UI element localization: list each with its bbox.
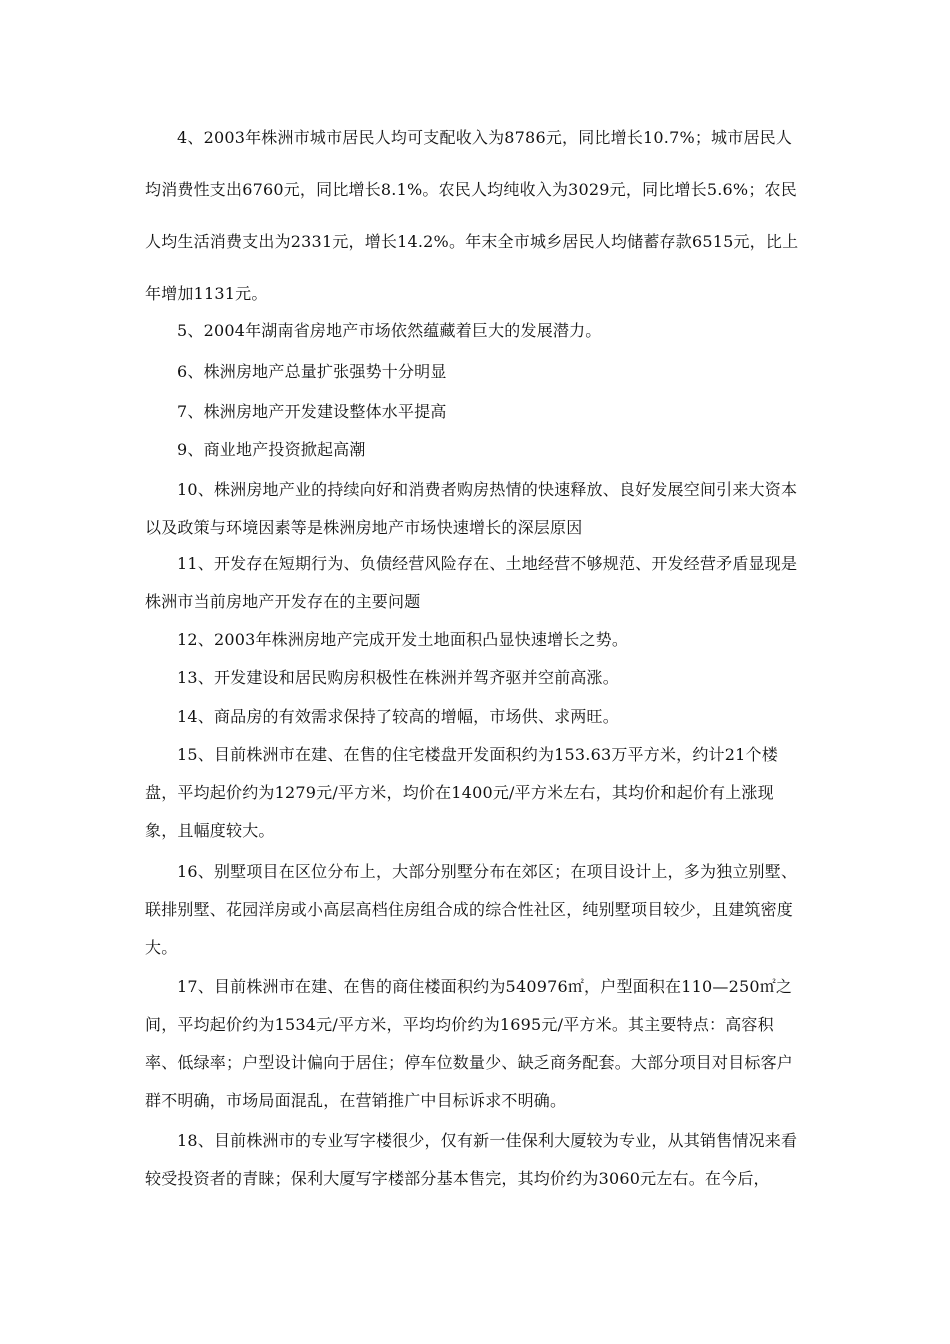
paragraph-15: 15、目前株洲市在建、在售的住宅楼盘开发面积约为153.63万平方米，约计21个楼盘，平均起价约为1279元/平方米，均价在1400元/平方米左右，其均价和起价有上涨现象，且幅度较大。 xyxy=(145,745,778,840)
paragraph-10: 10、株洲房地产业的持续向好和消费者购房热情的快速释放、良好发展空间引来大资本以及政策与环境因素等是株洲房地产市场快速增长的深层原因 xyxy=(145,480,798,537)
paragraph-7: 7、株洲房地产开发建设整体水平提高 xyxy=(177,402,447,421)
paragraph-18: 18、目前株洲市的专业写字楼很少，仅有新一佳保利大厦较为专业，从其销售情况来看较受投资者的青睐；保利大厦写字楼部分基本售完，其均价约为3060元左右。在今后， xyxy=(145,1131,798,1188)
paragraph-9: 9、商业地产投资掀起高潮 xyxy=(177,440,366,459)
paragraph-5: 5、2004年湖南省房地产市场依然蕴藏着巨大的发展潜力。 xyxy=(177,321,602,340)
paragraph-12: 12、2003年株洲房地产完成开发土地面积凸显快速增长之势。 xyxy=(177,630,629,649)
paragraph-17: 17、目前株洲市在建、在售的商住楼面积约为540976㎡，户型面积在110—250㎡之间，平均起价约为1534元/平方米，平均均价约为1695元/平方米。其主要特点：高容积率、低绿率；户型设计偏向于居住；停车位数量少、缺乏商务配套。大部分项目对目标客户群不明确，市场局面混乱，在营销推广中目标诉求不明确。 xyxy=(145,977,794,1110)
paragraph-6: 6、株洲房地产总量扩张强势十分明显 xyxy=(177,362,447,381)
paragraph-4: 4、2003年株洲市城市居民人均可支配收入为8786元，同比增长10.7%；城市居民人均消费性支出6760元，同比增长8.1%。农民人均纯收入为3029元，同比增长5.6%；农民人均生活消费支出为2331元，增长14.2%。年末全市城乡居民人均储蓄存款6515元，比上年增加1131元。 xyxy=(145,128,799,303)
paragraph-16: 16、别墅项目在区位分布上，大部分别墅分布在郊区；在项目设计上，多为独立别墅、联排别墅、花园洋房或小高层高档住房组合成的综合性社区，纯别墅项目较少，且建筑密度大。 xyxy=(145,862,798,957)
paragraph-13: 13、开发建设和居民购房积极性在株洲并驾齐驱并空前高涨。 xyxy=(177,668,619,687)
paragraph-11: 11、开发存在短期行为、负债经营风险存在、土地经营不够规范、开发经营矛盾显现是株洲市当前房地产开发存在的主要问题 xyxy=(145,554,798,611)
paragraph-14: 14、商品房的有效需求保持了较高的增幅，市场供、求两旺。 xyxy=(177,707,619,726)
